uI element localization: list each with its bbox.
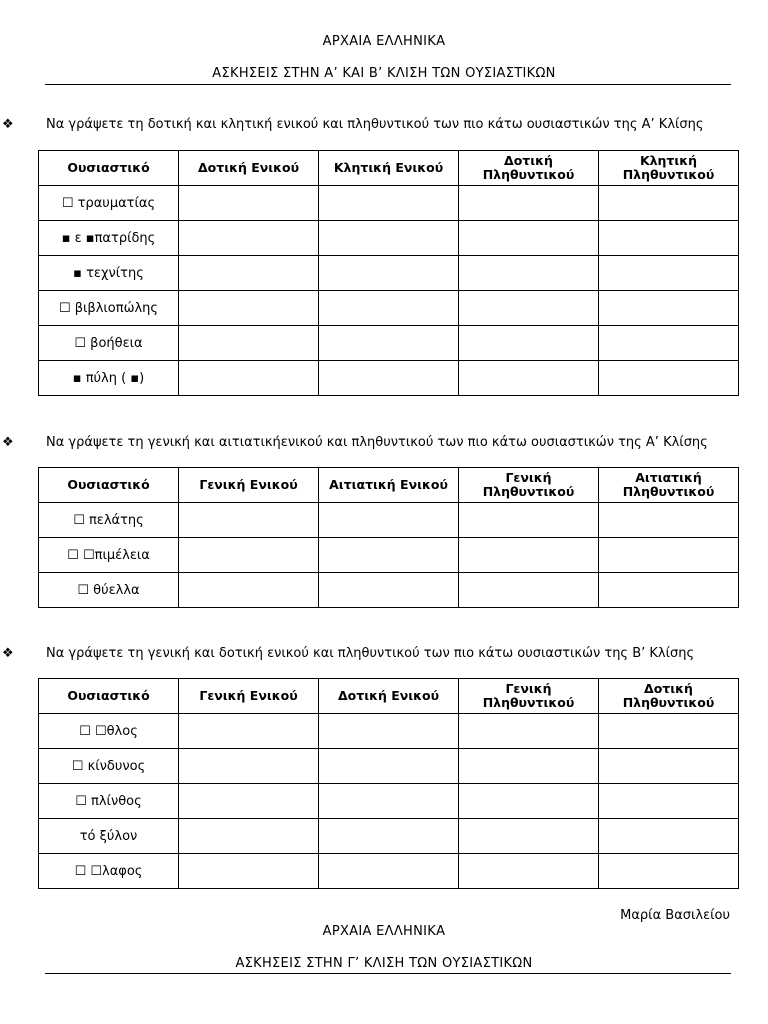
table-row bbox=[39, 714, 739, 749]
answer-cell[interactable] bbox=[179, 819, 319, 854]
answer-cell[interactable] bbox=[459, 573, 599, 608]
noun-cell: ☐ ☐θλος bbox=[39, 714, 179, 749]
table-row bbox=[39, 326, 739, 361]
column-header: Αιτιατική Πληθυντικού bbox=[599, 468, 739, 503]
exercise-3-table bbox=[38, 678, 739, 889]
column-header: Δοτική Πληθυντικού bbox=[599, 679, 739, 714]
answer-cell[interactable] bbox=[179, 784, 319, 819]
answer-cell[interactable] bbox=[179, 326, 319, 361]
answer-cell[interactable] bbox=[179, 503, 319, 538]
table-row bbox=[39, 503, 739, 538]
diamond-bullet-icon: ❖ bbox=[2, 646, 14, 661]
document-title: ΑΡΧΑΙΑ ΕΛΛΗΝΙΚΑ bbox=[322, 34, 446, 49]
table-row bbox=[39, 854, 739, 889]
answer-cell[interactable] bbox=[319, 819, 459, 854]
answer-cell[interactable] bbox=[459, 503, 599, 538]
answer-cell[interactable] bbox=[319, 538, 459, 573]
answer-cell[interactable] bbox=[179, 291, 319, 326]
column-header: Γενική Ενικού bbox=[179, 468, 319, 503]
table-row bbox=[39, 573, 739, 608]
column-header: Δοτική Ενικού bbox=[319, 679, 459, 714]
noun-cell: ▪ τεχνίτης bbox=[39, 256, 179, 291]
answer-cell[interactable] bbox=[459, 256, 599, 291]
answer-cell[interactable] bbox=[179, 854, 319, 889]
answer-cell[interactable] bbox=[459, 186, 599, 221]
answer-cell[interactable] bbox=[179, 221, 319, 256]
answer-cell[interactable] bbox=[319, 326, 459, 361]
document-title-2: ΑΡΧΑΙΑ ΕΛΛΗΝΙΚΑ bbox=[322, 924, 446, 939]
noun-cell: ▪ πύλη ( ▪) bbox=[39, 361, 179, 396]
answer-cell[interactable] bbox=[599, 326, 739, 361]
column-header: Γενική Ενικού bbox=[179, 679, 319, 714]
header-rule bbox=[45, 84, 731, 85]
table-row bbox=[39, 291, 739, 326]
answer-cell[interactable] bbox=[319, 714, 459, 749]
answer-cell[interactable] bbox=[319, 361, 459, 396]
answer-cell[interactable] bbox=[599, 538, 739, 573]
column-header: Κλητική Ενικού bbox=[319, 151, 459, 186]
header-rule-2 bbox=[45, 973, 731, 974]
answer-cell[interactable] bbox=[459, 714, 599, 749]
answer-cell[interactable] bbox=[319, 221, 459, 256]
table-row bbox=[39, 256, 739, 291]
answer-cell[interactable] bbox=[599, 291, 739, 326]
answer-cell[interactable] bbox=[179, 714, 319, 749]
noun-cell: ☐ πελάτης bbox=[39, 503, 179, 538]
answer-cell[interactable] bbox=[179, 186, 319, 221]
answer-cell[interactable] bbox=[459, 326, 599, 361]
answer-cell[interactable] bbox=[319, 503, 459, 538]
exercise-1-text: Να γράψετε τη δοτική και κλητική ενικού και πληθυντικού των πιο κάτω ουσιαστικών της Α’ Κλίσης bbox=[46, 117, 704, 132]
exercise-3-text: Να γράψετε τη γενική και δοτική ενικού και πληθυντικού των πιο κάτω ουσιαστικών της Β’ Κλίσης bbox=[46, 646, 695, 661]
noun-cell: ▪ ε ▪πατρίδης bbox=[39, 221, 179, 256]
document-subtitle-2: ΑΣΚΗΣΕΙΣ ΣΤΗΝ Γ’ ΚΛΙΣΗ ΤΩΝ ΟΥΣΙΑΣΤΙΚΩΝ bbox=[235, 956, 533, 971]
table-row bbox=[39, 819, 739, 854]
answer-cell[interactable] bbox=[599, 573, 739, 608]
answer-cell[interactable] bbox=[599, 361, 739, 396]
table-header-row bbox=[39, 679, 739, 714]
answer-cell[interactable] bbox=[459, 221, 599, 256]
noun-cell: ☐ πλίνθος bbox=[39, 784, 179, 819]
diamond-bullet-icon: ❖ bbox=[2, 435, 14, 450]
column-header: Ουσιαστικό bbox=[39, 468, 179, 503]
answer-cell[interactable] bbox=[599, 186, 739, 221]
table-row bbox=[39, 749, 739, 784]
exercise-1-table bbox=[38, 150, 739, 396]
noun-cell: ☐ τραυματίας bbox=[39, 186, 179, 221]
table-row bbox=[39, 221, 739, 256]
answer-cell[interactable] bbox=[319, 186, 459, 221]
document-subtitle: ΑΣΚΗΣΕΙΣ ΣΤΗΝ Α’ ΚΑΙ Β’ ΚΛΙΣΗ ΤΩΝ ΟΥΣΙΑΣΤΙΚΩΝ bbox=[212, 66, 556, 81]
column-header: Δοτική Πληθυντικού bbox=[459, 151, 599, 186]
answer-cell[interactable] bbox=[599, 854, 739, 889]
column-header: Ουσιαστικό bbox=[39, 679, 179, 714]
answer-cell[interactable] bbox=[179, 256, 319, 291]
answer-cell[interactable] bbox=[599, 714, 739, 749]
answer-cell[interactable] bbox=[599, 749, 739, 784]
exercise-2-text: Να γράψετε τη γενική και αιτιατικήενικού και πληθυντικού των πιο κάτω ουσιαστικών της Α’ Κλίσης bbox=[46, 435, 708, 450]
answer-cell[interactable] bbox=[599, 784, 739, 819]
column-header: Γενική Πληθυντικού bbox=[459, 679, 599, 714]
noun-cell: τό ξύλον bbox=[39, 819, 179, 854]
answer-cell[interactable] bbox=[459, 538, 599, 573]
noun-cell: ☐ ☐λαφος bbox=[39, 854, 179, 889]
table-row bbox=[39, 538, 739, 573]
answer-cell[interactable] bbox=[459, 784, 599, 819]
noun-cell: ☐ βιβλιοπώλης bbox=[39, 291, 179, 326]
diamond-bullet-icon: ❖ bbox=[2, 117, 14, 132]
column-header: Γενική Πληθυντικού bbox=[459, 468, 599, 503]
answer-cell[interactable] bbox=[459, 854, 599, 889]
answer-cell[interactable] bbox=[599, 819, 739, 854]
answer-cell[interactable] bbox=[599, 503, 739, 538]
answer-cell[interactable] bbox=[459, 361, 599, 396]
noun-cell: ☐ βοήθεια bbox=[39, 326, 179, 361]
table-header-row bbox=[39, 468, 739, 503]
noun-cell: ☐ ☐πιμέλεια bbox=[39, 538, 179, 573]
answer-cell[interactable] bbox=[319, 749, 459, 784]
answer-cell[interactable] bbox=[319, 784, 459, 819]
answer-cell[interactable] bbox=[179, 538, 319, 573]
answer-cell[interactable] bbox=[599, 221, 739, 256]
noun-cell: ☐ κίνδυνος bbox=[39, 749, 179, 784]
noun-cell: ☐ θύελλα bbox=[39, 573, 179, 608]
exercise-2-table bbox=[38, 467, 739, 608]
column-header: Ουσιαστικό bbox=[39, 151, 179, 186]
table-row bbox=[39, 784, 739, 819]
table-row bbox=[39, 186, 739, 221]
answer-cell[interactable] bbox=[319, 854, 459, 889]
answer-cell[interactable] bbox=[179, 361, 319, 396]
answer-cell[interactable] bbox=[459, 749, 599, 784]
answer-cell[interactable] bbox=[459, 819, 599, 854]
column-header: Δοτική Ενικού bbox=[179, 151, 319, 186]
table-header-row bbox=[39, 151, 739, 186]
answer-cell[interactable] bbox=[319, 573, 459, 608]
answer-cell[interactable] bbox=[319, 291, 459, 326]
answer-cell[interactable] bbox=[599, 256, 739, 291]
author-signature: Μαρία Βασιλείου bbox=[620, 908, 730, 923]
answer-cell[interactable] bbox=[459, 291, 599, 326]
answer-cell[interactable] bbox=[179, 573, 319, 608]
answer-cell[interactable] bbox=[179, 749, 319, 784]
column-header: Κλητική Πληθυντικού bbox=[599, 151, 739, 186]
table-row bbox=[39, 361, 739, 396]
column-header: Αιτιατική Ενικού bbox=[319, 468, 459, 503]
answer-cell[interactable] bbox=[319, 256, 459, 291]
